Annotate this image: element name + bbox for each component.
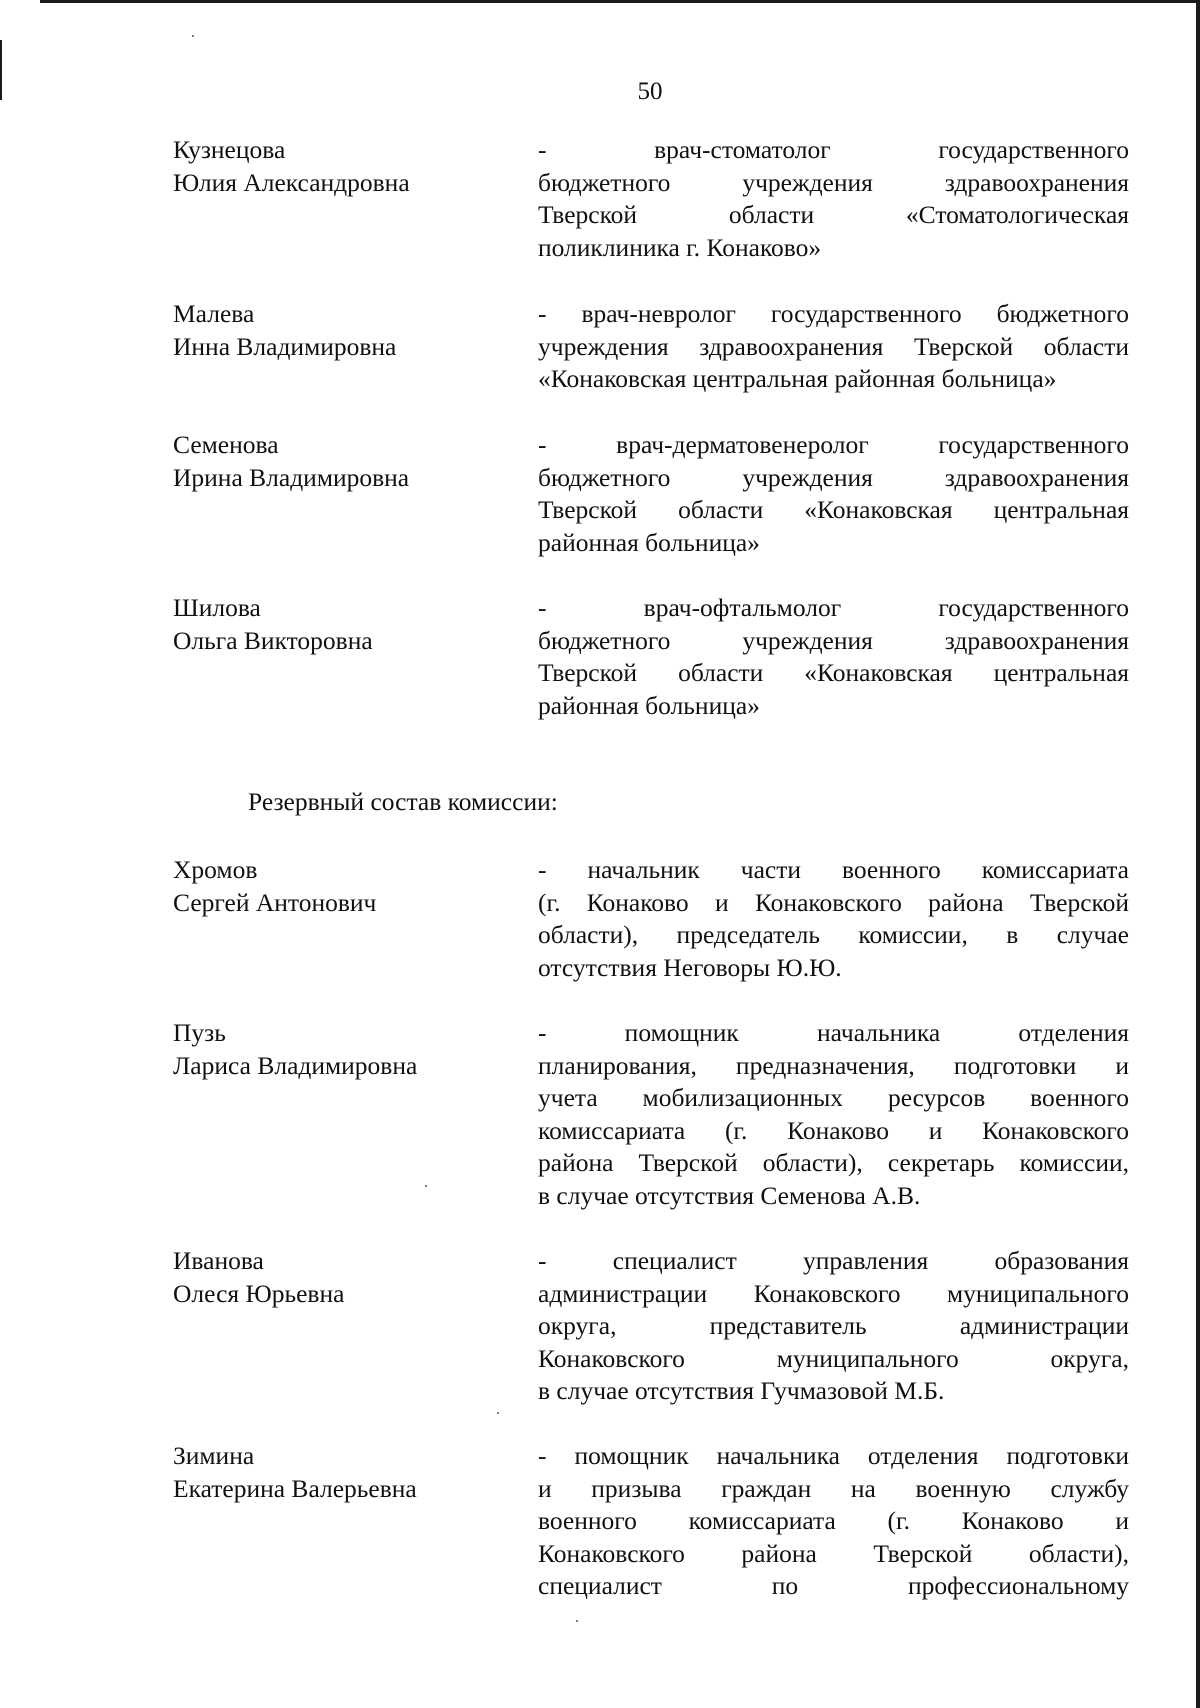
scan-border-top bbox=[40, 0, 1200, 3]
page-number: 50 bbox=[637, 78, 663, 105]
description-line: районная больница» bbox=[538, 527, 760, 557]
member-surname: Кузнецова bbox=[173, 135, 286, 164]
member-name bbox=[173, 134, 503, 199]
member-surname: Семенова bbox=[173, 430, 279, 459]
member-surname: Зимина bbox=[173, 1441, 255, 1470]
description-line: - помощник начальника отделения bbox=[538, 1018, 1129, 1047]
description-line: - начальник части военного комиссариата bbox=[538, 855, 1129, 884]
description-line: - врач-стоматолог государственного bbox=[538, 135, 1129, 164]
description-line: района Тверской области), секретарь комиссии, bbox=[538, 1148, 1129, 1177]
member-description bbox=[538, 1440, 1129, 1603]
member-description bbox=[538, 134, 1129, 264]
member-name bbox=[173, 1245, 503, 1310]
description-line: в случае отсутствия Гучмазовой М.Б. bbox=[538, 1376, 945, 1405]
description-line: бюджетного учреждения здравоохранения bbox=[538, 625, 1129, 655]
member-given-names: Ирина Владимировна bbox=[173, 462, 410, 492]
description-line: районная больница» bbox=[538, 690, 760, 720]
description-line: - специалист управления образования bbox=[538, 1246, 1129, 1275]
description-line: планирования, предназначения, подготовки и bbox=[538, 1050, 1129, 1080]
member-description bbox=[538, 1245, 1129, 1408]
description-line: Тверской области «Конаковская центральная bbox=[538, 658, 1129, 687]
scan-speck bbox=[192, 35, 194, 37]
description-line: Конаковского района Тверской области), bbox=[538, 1538, 1129, 1568]
member-name bbox=[173, 1440, 503, 1505]
scan-border-right bbox=[1196, 0, 1200, 1708]
member-surname: Иванова bbox=[173, 1246, 264, 1275]
member-surname: Малева bbox=[173, 299, 255, 328]
description-line: Тверской области «Стоматологическая bbox=[538, 200, 1129, 229]
description-line: в случае отсутствия Семенова А.В. bbox=[538, 1180, 921, 1210]
description-line: округа, представитель администрации bbox=[538, 1311, 1129, 1340]
reserve-section-heading: Резервный состав комиссии: bbox=[248, 787, 558, 816]
description-line: отсутствия Неговоры Ю.Ю. bbox=[538, 952, 842, 982]
member-given-names: Ольга Викторовна bbox=[173, 625, 373, 655]
scan-speck bbox=[425, 1185, 427, 1187]
description-line: военного комиссариата (г. Конаково и bbox=[538, 1506, 1129, 1535]
description-line: учета мобилизационных ресурсов военного bbox=[538, 1083, 1129, 1112]
description-line: - врач-дерматовенеролог государственного bbox=[538, 430, 1129, 459]
description-line: «Конаковская центральная районная больница» bbox=[538, 364, 1057, 393]
member-name bbox=[173, 298, 503, 363]
member-description bbox=[538, 854, 1129, 984]
member-name bbox=[173, 1017, 503, 1082]
description-line: администрации Конаковского муниципального bbox=[538, 1278, 1129, 1308]
member-description bbox=[538, 592, 1129, 722]
member-surname: Пузь bbox=[173, 1018, 226, 1047]
description-line: бюджетного учреждения здравоохранения bbox=[538, 462, 1129, 492]
description-line: Конаковского муниципального округа, bbox=[538, 1343, 1129, 1373]
description-line: Тверской области «Конаковская центральная bbox=[538, 495, 1129, 524]
member-name bbox=[173, 592, 503, 657]
member-given-names: Олеся Юрьевна bbox=[173, 1278, 345, 1308]
description-line: - врач-невролог государственного бюджетного bbox=[538, 299, 1129, 328]
description-line: бюджетного учреждения здравоохранения bbox=[538, 167, 1129, 197]
member-given-names: Инна Владимировна bbox=[173, 331, 397, 361]
description-line: (г. Конаково и Конаковского района Тверской bbox=[538, 887, 1129, 917]
description-line: - врач-офтальмолог государственного bbox=[538, 593, 1129, 622]
member-given-names: Екатерина Валерьевна bbox=[173, 1473, 417, 1503]
scan-speck bbox=[576, 1620, 578, 1622]
member-description bbox=[538, 298, 1129, 396]
member-description bbox=[538, 1017, 1129, 1212]
description-line: учреждения здравоохранения Тверской области bbox=[538, 331, 1129, 361]
member-name bbox=[173, 854, 503, 919]
description-line: - помощник начальника отделения подготовки bbox=[538, 1441, 1129, 1470]
member-given-names: Сергей Антонович bbox=[173, 887, 377, 917]
description-line: комиссариата (г. Конаково и Конаковского bbox=[538, 1115, 1129, 1145]
description-line: и призыва граждан на военную службу bbox=[538, 1473, 1129, 1503]
description-line: поликлиника г. Конаково» bbox=[538, 232, 822, 262]
member-given-names: Лариса Владимировна bbox=[173, 1050, 418, 1080]
member-description bbox=[538, 429, 1129, 559]
member-surname: Хромов bbox=[173, 855, 258, 884]
description-line: специалист по профессиональному bbox=[538, 1571, 1129, 1600]
member-name bbox=[173, 429, 503, 494]
member-given-names: Юлия Александровна bbox=[173, 167, 410, 197]
description-line: области), председатель комиссии, в случае bbox=[538, 920, 1129, 949]
member-surname: Шилова bbox=[173, 593, 261, 622]
scan-speck bbox=[497, 1412, 499, 1414]
